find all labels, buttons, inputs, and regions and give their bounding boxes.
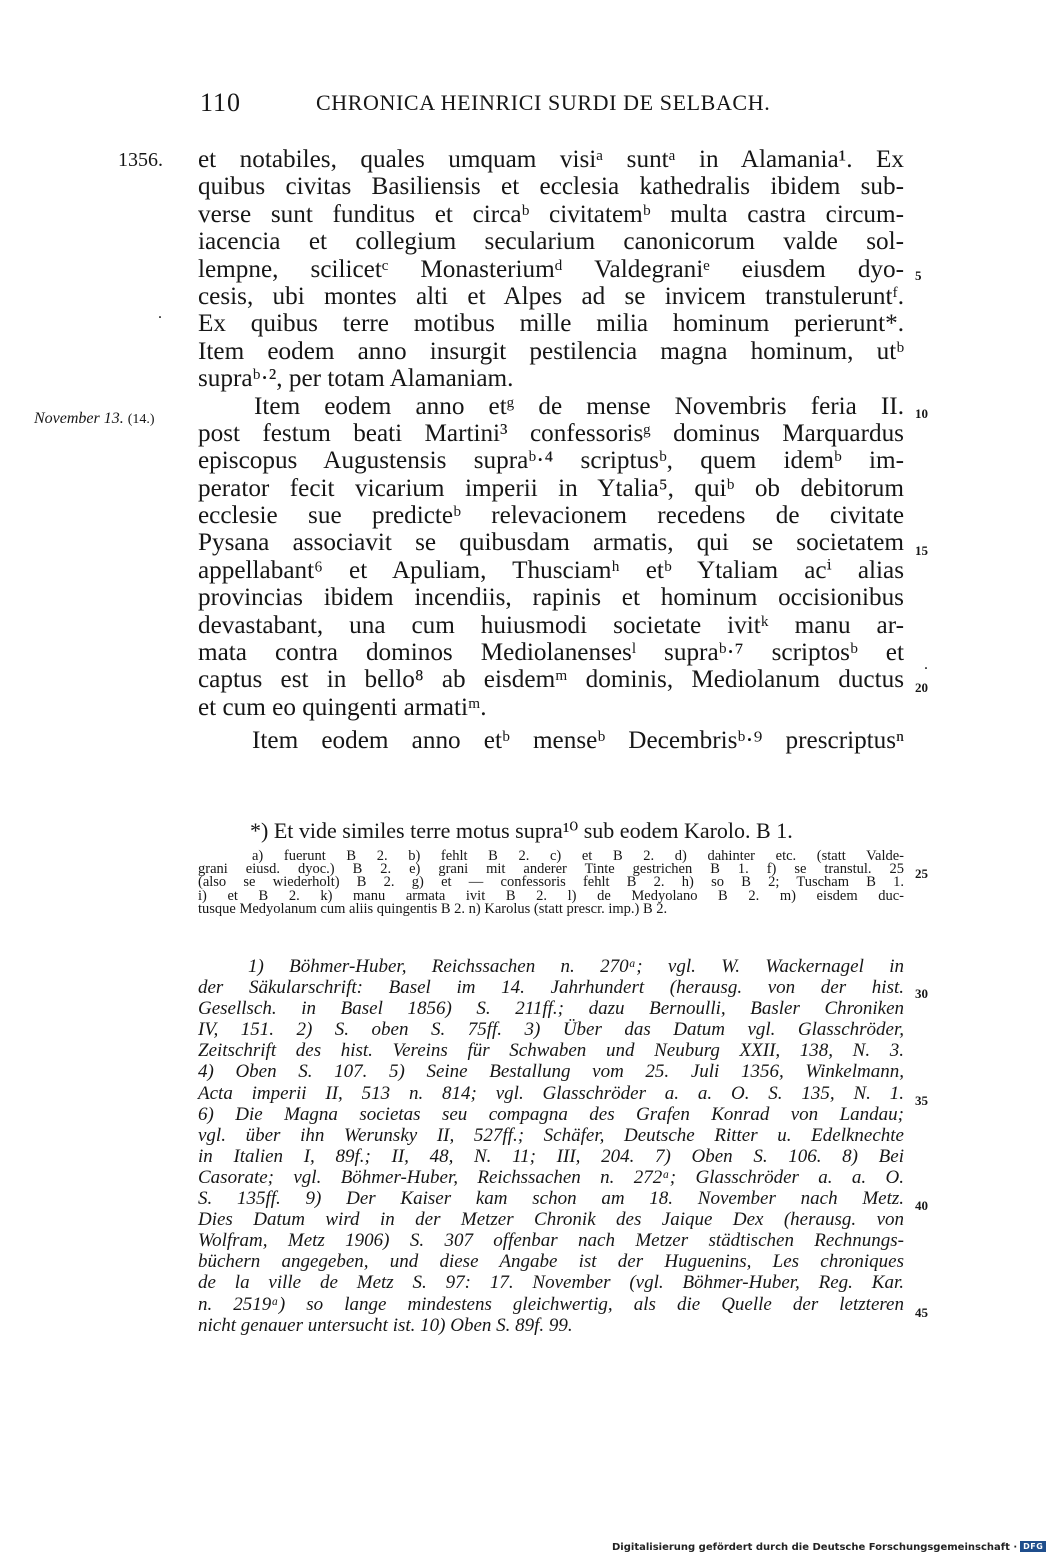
footnote-line: Zeitschrift des hist. Vereins für Schwaben und Neuburg XXII, 138, N. 3. bbox=[198, 1040, 904, 1062]
page-header bbox=[198, 88, 938, 126]
line-number: 35 bbox=[915, 1093, 928, 1108]
line-number: 20 bbox=[915, 680, 928, 695]
text-line: verse sunt funditus et circaᵇ civitatemᵇ multa castra circum- bbox=[198, 200, 904, 228]
footnote-line: Gesellsch. in Basel 1856) S. 211ff.; dazu Bernoulli, Basler Chroniken bbox=[198, 998, 904, 1020]
text-line: provincias ibidem incendiis, rapinis et hominum occisionibus bbox=[198, 584, 904, 612]
footnote-line: 4) Oben S. 107. 5) Seine Bestallung vom 25. Juli 1356, Winkelmann, bbox=[198, 1061, 904, 1083]
text-line: captus est in bello⁸ ab eisdemᵐ dominis, Mediolanum ductus bbox=[198, 666, 904, 694]
margin-dot: . bbox=[924, 656, 928, 673]
margin-date-main: November 13. bbox=[34, 410, 124, 427]
text-line: et notabiles, quales umquam visiᵃ suntᵃ in Alamania¹. Ex bbox=[198, 146, 904, 173]
text-line: perator fecit vicarium imperii in Ytalia⁵, quiᵇ ob debitorum bbox=[198, 474, 904, 502]
digitization-credit bbox=[612, 1541, 1046, 1553]
footnote-line: Dies Datum wird in der Metzer Chronik des Jaique Dex (herausg. von bbox=[198, 1209, 904, 1231]
footnote-line: der Säkularschrift: Basel im 14. Jahrhundert (herausg. von der hist. bbox=[198, 977, 904, 999]
text-line: cesis, ubi montes alti et Alpes ad se invicem transtuleruntᶠ. bbox=[198, 282, 904, 310]
page-number: 110 bbox=[200, 88, 242, 117]
margin-date bbox=[34, 405, 155, 433]
footnotes bbox=[198, 956, 904, 1336]
text-line: Item eodem anno etᵇ menseᵇ Decembrisᵇ·⁹ prescriptusⁿ bbox=[252, 727, 904, 755]
variant-line: tusque Medyolanum cum aliis quingentis B 2. n) Karolus (statt prescr. imp.) B 2. bbox=[198, 900, 668, 917]
text-line: post festum beati Martini³ confessorisᵍ dominus Marquardus bbox=[198, 419, 904, 447]
footnote-line: Acta imperii II, 513 n. 814; vgl. Glasschröder a. a. O. S. 135, N. 1. bbox=[198, 1082, 904, 1104]
text-line: lempne, scilicetᶜ Monasteriumᵈ Valdegraniᵉ eiusdem dyo- bbox=[198, 255, 904, 283]
line-number: 15 bbox=[915, 543, 928, 558]
line-number: 40 bbox=[915, 1198, 928, 1213]
star-note: *) Et vide similes terre motus supra¹⁰ sub eodem Karolo. B 1. bbox=[250, 818, 793, 843]
footnote-line: IV, 151. 2) S. oben S. 75ff. 3) Über das Datum vgl. Glasschröder, bbox=[198, 1019, 904, 1041]
variant-line: i) et B 2. k) manu armata ivit B 2. l) de Medyolano B 2. m) eisdem duc- bbox=[198, 887, 904, 904]
text-line: appellabant⁶ et Apuliam, Thusciamʰ etᵇ Ytaliam acⁱ alias bbox=[198, 556, 904, 584]
variant-apparatus bbox=[198, 850, 904, 916]
text-line: Ex quibus terre motibus mille milia hominum perierunt*. bbox=[198, 310, 904, 338]
footnote-line: n. 2519ᵃ) so lange mindestens gleichwertig, als die Quelle der letzteren bbox=[198, 1293, 904, 1315]
footnote-line: Wolfram, Metz 1906) S. 307 offenbar nach Metzer städtischen Rechnungs- bbox=[198, 1230, 904, 1252]
footnote-line: 6) Die Magna societas seu compagna des Grafen Konrad von Landau; bbox=[198, 1103, 904, 1125]
text-line: Item eodem anno etᵍ de mense Novembris feria II. bbox=[254, 392, 904, 420]
variant-line: a) fuerunt B 2. b) fehlt B 2. c) et B 2. d) dahinter etc. (statt Valde- bbox=[252, 848, 904, 864]
line-number: 25 bbox=[915, 866, 928, 881]
text-line: iacencia et collegium secularium canonicorum valde sol- bbox=[198, 228, 904, 256]
margin-date-paren: (14.) bbox=[127, 412, 155, 427]
footnote-line: de la ville de Metz S. 97: 17. November (vgl. Böhmer-Huber, Reg. Kar. bbox=[198, 1272, 904, 1294]
footnote-line: 1) Böhmer-Huber, Reichssachen n. 270ᵃ; vgl. W. Wackernagel in bbox=[248, 956, 904, 977]
footnote-line: Casorate; vgl. Böhmer-Huber, Reichssachen n. 272ᵃ; Glasschröder a. a. O. bbox=[198, 1166, 904, 1188]
text-line: Item eodem anno insurgit pestilencia magna hominum, utᵇ bbox=[198, 337, 904, 365]
dfg-logo: DFG bbox=[1020, 1541, 1046, 1552]
line-number: 10 bbox=[915, 406, 928, 421]
line-number: 45 bbox=[915, 1305, 928, 1320]
footnote-line: nicht genauer untersucht ist. 10) Oben S. 89f. 99. bbox=[198, 1314, 573, 1336]
margin-year: 1356. bbox=[118, 149, 163, 171]
variant-line: (also se wiederholt) B 2. g) et — confessoris fehlt B 2. h) so B 2; Tuscham B 1. bbox=[198, 874, 904, 891]
footnote-line: in Italien I, 89f.; II, 48, N. 11; III, 204. 7) Oben S. 106. 8) Bei bbox=[198, 1145, 904, 1167]
text-line: mata contra dominos Mediolanensesˡ supraᵇ·⁷ scriptosᵇ et bbox=[198, 639, 904, 667]
text-line: episcopus Augustensis supraᵇ·⁴ scriptusᵇ, quem idemᵇ im- bbox=[198, 447, 904, 475]
text-line: quibus civitas Basiliensis et ecclesia kathedralis ibidem sub- bbox=[198, 173, 904, 201]
variant-line: grani eiusd. dyoc.) B 2. e) grani mit anderer Tinte gestrichen B 1. f) se transtul. 25 bbox=[198, 861, 904, 878]
text-line: supraᵇ·², per totam Alamaniam. bbox=[198, 365, 514, 393]
text-line: devastabant, una cum huiusmodi societate ivitᵏ manu ar- bbox=[198, 611, 904, 639]
text-line: Pysana associavit se quibusdam armatis, qui se societatem bbox=[198, 529, 904, 557]
line-number: 30 bbox=[915, 986, 928, 1001]
main-text bbox=[198, 146, 904, 755]
running-title: CHRONICA HEINRICI SURDI DE SELBACH. bbox=[316, 90, 771, 115]
footnote-line: vgl. über ihn Werunsky II, 527ff.; Schäfer, Deutsche Ritter u. Edelknechte bbox=[198, 1124, 904, 1146]
text-line: ecclesie sue predicteᵇ relevacionem recedens de civitate bbox=[198, 502, 904, 530]
footnote-line: S. 135ff. 9) Der Kaiser kam schon am 18. November nach Metz. bbox=[198, 1188, 904, 1210]
margin-dot: . bbox=[158, 305, 162, 322]
credit-text: Digitalisierung gefördert durch die Deutsche Forschungsgemeinschaft · bbox=[612, 1542, 1018, 1553]
text-line: et cum eo quingenti armatiᵐ. bbox=[198, 693, 487, 721]
line-number: 5 bbox=[915, 268, 922, 283]
footnote-line: büchern angegeben, und diese Angabe ist der Huguenins, Les chroniques bbox=[198, 1251, 904, 1273]
